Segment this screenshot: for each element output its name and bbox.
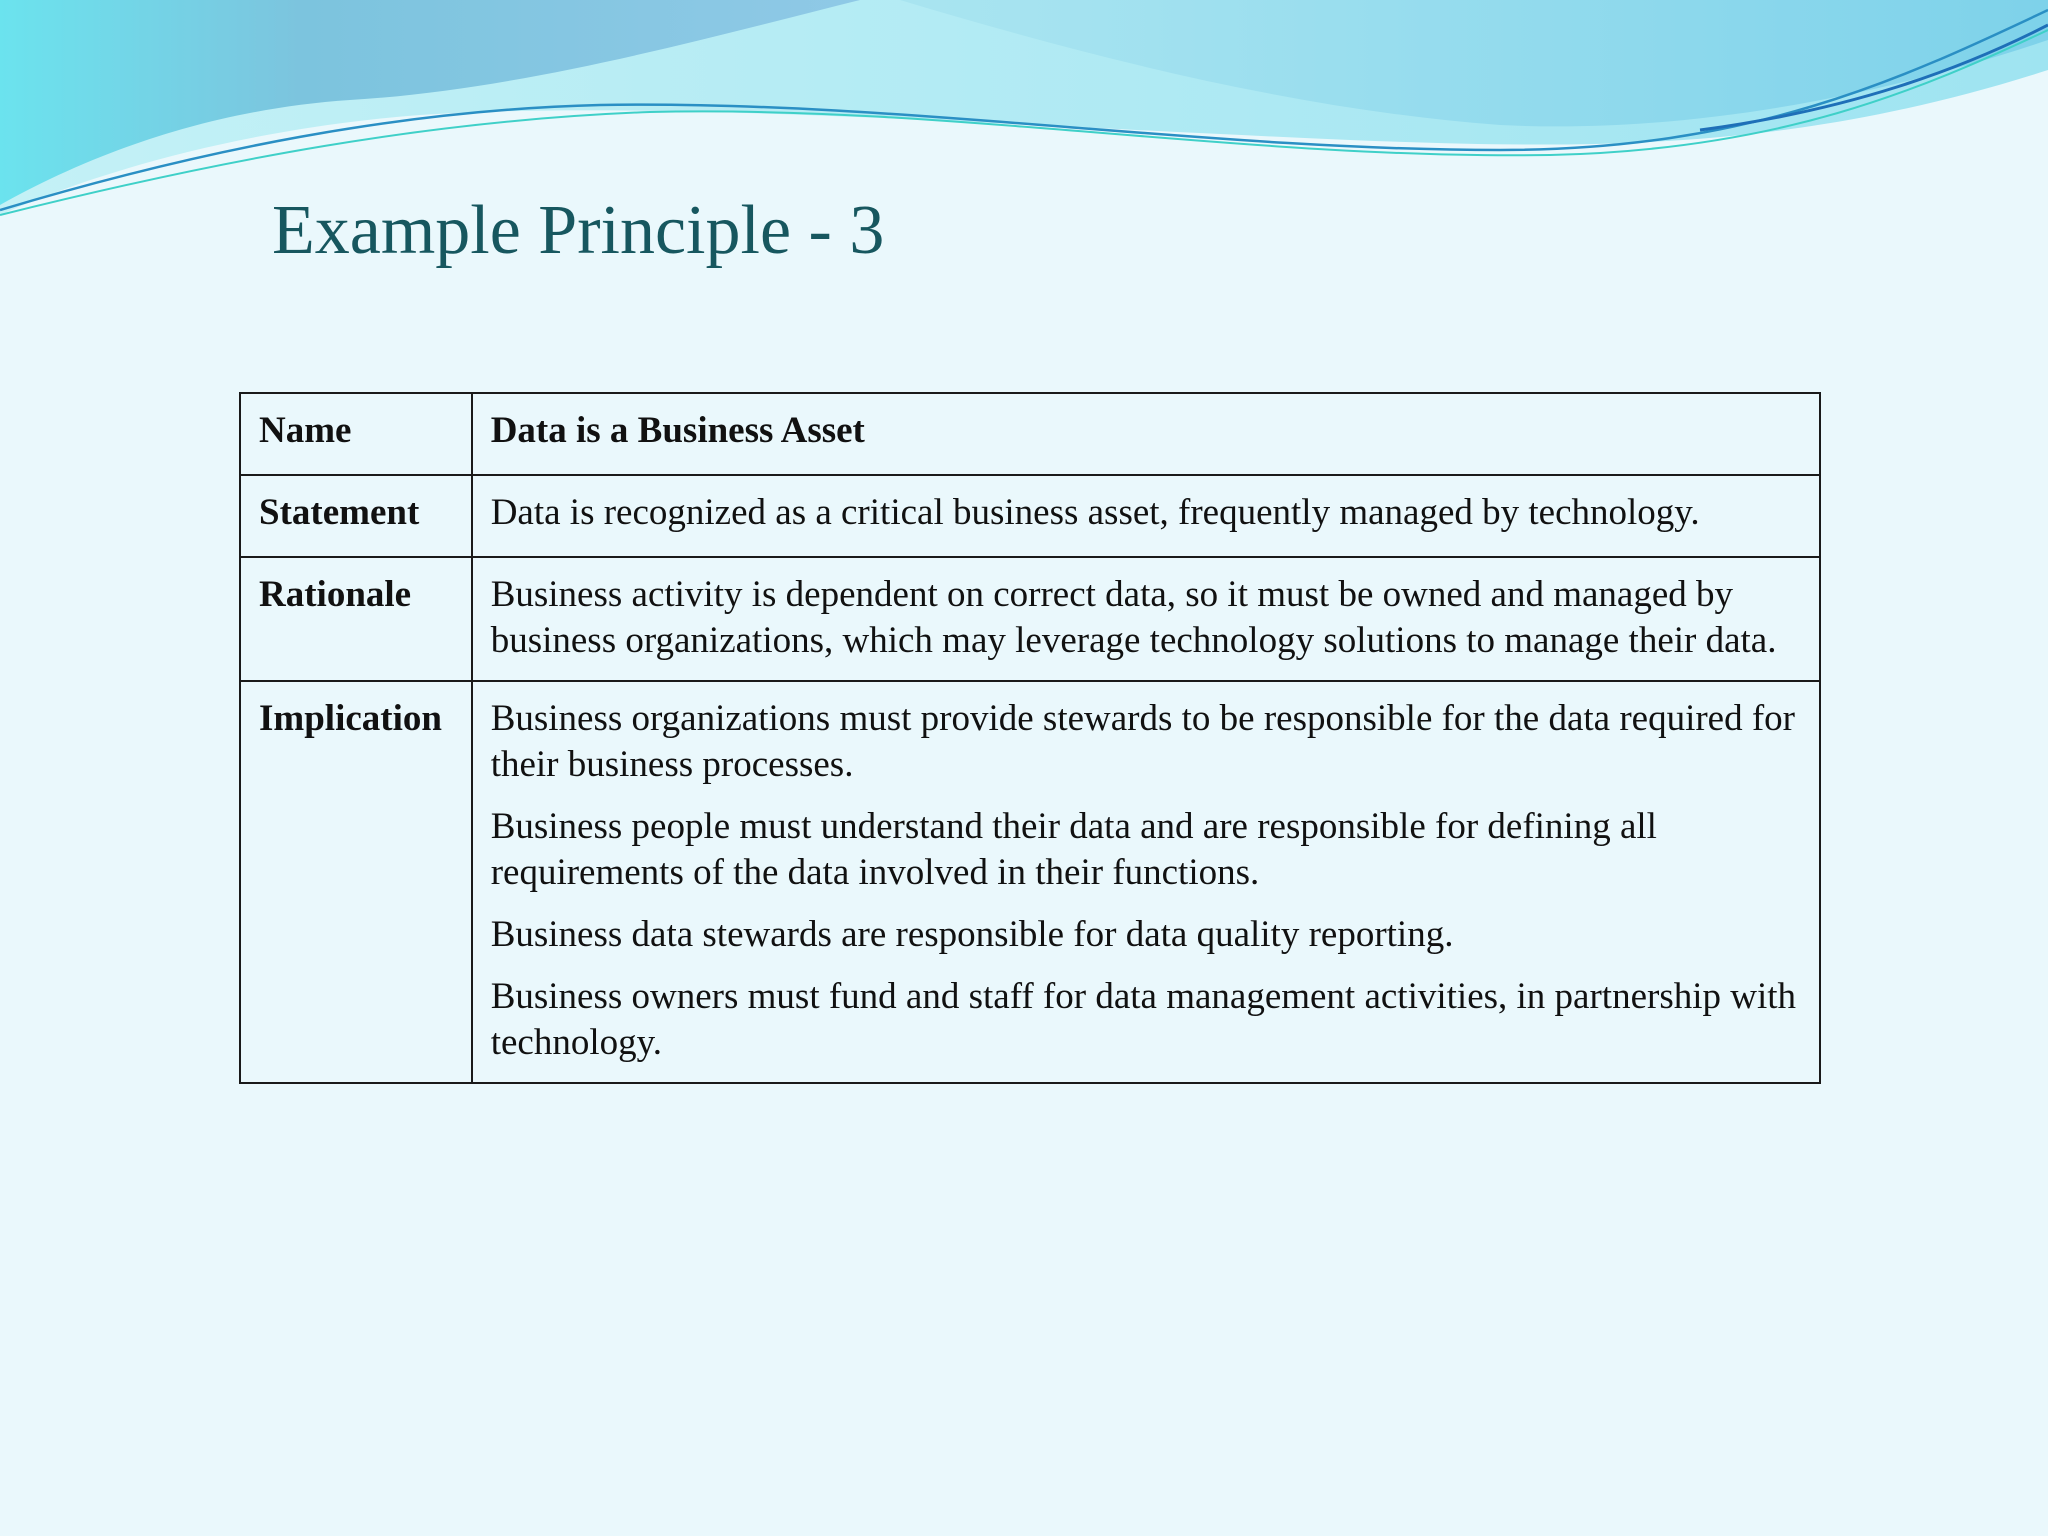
table-row-implication <box>240 681 1820 1083</box>
row-value <box>472 681 1820 1083</box>
table-row-rationale <box>240 557 1820 681</box>
slide-title: Example Principle - 3 <box>272 192 885 269</box>
rationale-text: Business activity is dependent on correct data, so it must be owned and managed by business organizations, which may leverage technology solutions to manage their data. <box>490 574 1777 661</box>
row-label: Statement <box>240 475 472 557</box>
principle-table <box>239 392 1821 1084</box>
implication-item: Business owners must fund and staff for data management activities, in partnership with technology. <box>490 976 1797 1063</box>
row-label: Name <box>240 393 472 475</box>
table-row-statement <box>240 475 1820 557</box>
table-row-name <box>240 393 1820 475</box>
row-label: Implication <box>240 681 472 1083</box>
row-value <box>472 557 1820 681</box>
principle-name: Data is a Business Asset <box>490 410 865 451</box>
implication-item: Business data stewards are responsible for data quality reporting. <box>490 914 1454 955</box>
implication-item: Business people must understand their data and are responsible for defining all requirements of the data involved in their functions. <box>490 806 1657 893</box>
row-value <box>472 475 1820 557</box>
implication-item: Business organizations must provide stewards to be responsible for the data required for their business processes. <box>490 698 1795 785</box>
statement-text: Data is recognized as a critical business asset, frequently managed by technology. <box>490 492 1700 533</box>
row-label: Rationale <box>240 557 472 681</box>
row-value <box>472 393 1820 475</box>
